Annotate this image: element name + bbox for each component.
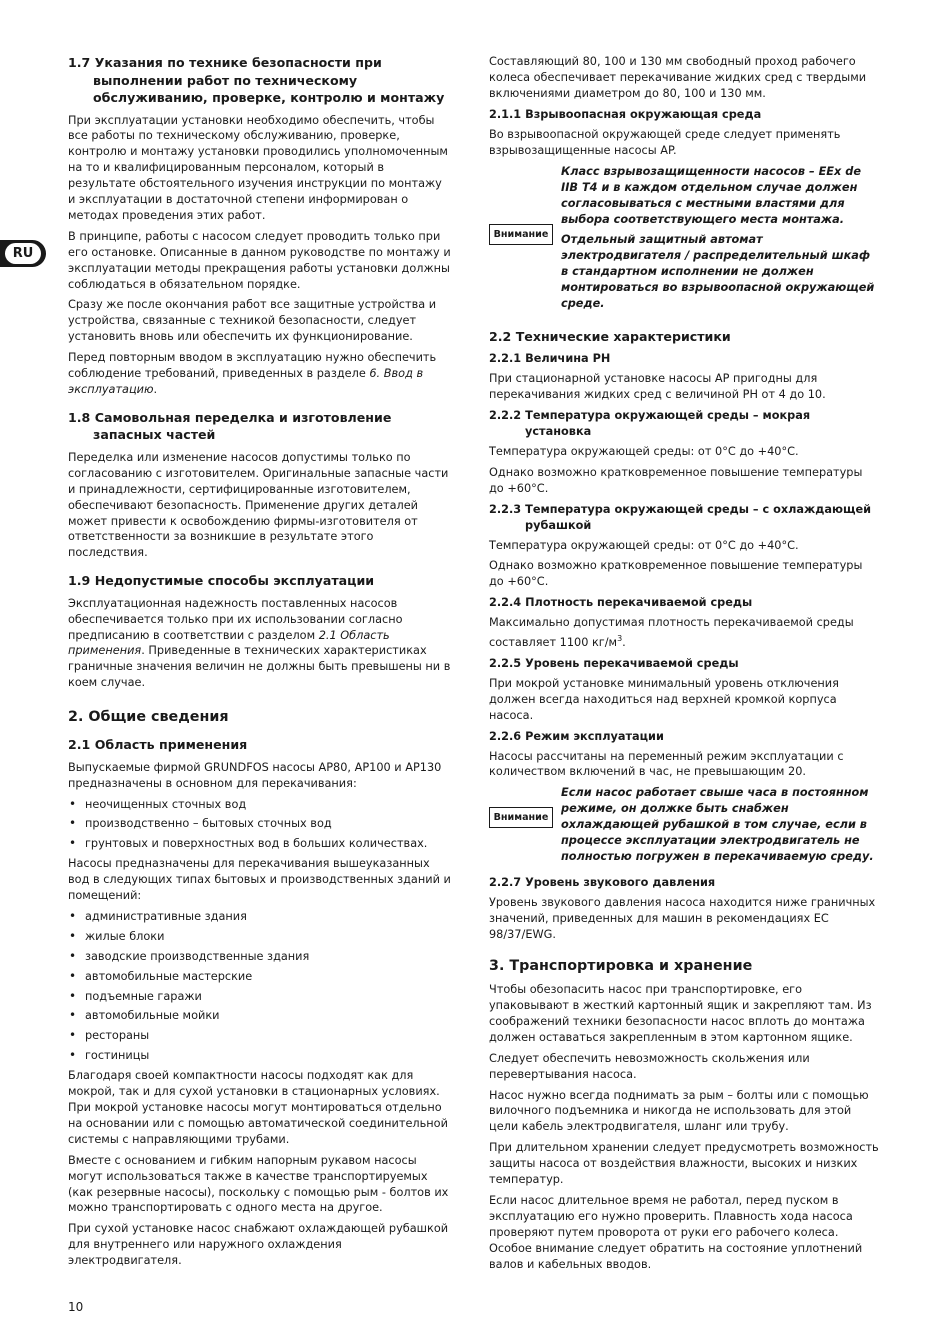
- subsection-heading-2-2-4: 2.2.4 Плотность перекачиваемой среды: [489, 596, 753, 610]
- bullet-list-building-types: [68, 909, 452, 1064]
- subsection-heading-2-2-2: 2.2.2 Температура окружающей среды – мокрая установка: [489, 408, 811, 438]
- paragraph: Однако возможно кратковременное повышение температуры до +60°C.: [489, 559, 863, 589]
- paragraph: Выпускаемые фирмой GRUNDFOS насосы AP80, AP100 и AP130 предназначены в основном для перекачивания:: [68, 760, 442, 790]
- section-reference: 2.1 Область применения: [68, 628, 390, 658]
- warning-label: Внимание: [489, 224, 553, 245]
- warning-text: Отдельный защитный автомат электродвигателя / распределительный шкаф в стандартном исполнении не должен монтироваться во взрывоопасной окружающей среде.: [561, 232, 875, 310]
- paragraph: Чтобы обезопасить насос при транспортировке, его упаковывают в жесткий картонный ящик и закрепляют там. Из соображений техники безопасности насос вплоть до монтажа должен оставаться закрепленным в этом картонном ящике.: [489, 983, 872, 1044]
- paragraph: Во взрывоопасной окружающей среде следует применять взрывозащищенные насосы AP.: [489, 127, 841, 157]
- warning-text: Если насос работает свыше часа в постоянном режиме, он должке быть снабжен охлаждающей рубашкой в том случае, если в процессе эксплуатации электродвигатель не полностью погружен в перекачиваемую среду.: [561, 786, 874, 864]
- paragraph: Эксплуатационная надежность поставленных насосов обеспечивается только при их использовании согласно предписанию в соответствии с разделом 2.1 Область применения. Приведенные в технических характеристиках граничные значения величин не должны быть превышены ни в коем случае.: [68, 596, 451, 690]
- paragraph: Насосы рассчитаны на переменный режим эксплуатации с количеством включений в час, не превышающим 20.: [489, 749, 844, 779]
- bullet-list-water-types: [68, 797, 452, 853]
- warning-box-explosion: [489, 164, 879, 312]
- subsection-heading-2-2-6: 2.2.6 Режим эксплуатации: [489, 729, 664, 743]
- section-heading-1-8: 1.8 Самовольная переделка и изготовление запасных частей: [68, 409, 392, 443]
- list-item: • автомобильные мастерские: [68, 969, 452, 985]
- section-heading-1-9: 1.9 Недопустимые способы эксплуатации: [68, 573, 375, 589]
- subsection-heading-2-1-1: 2.1.1 Взрывоопасная окружающая среда: [489, 107, 762, 121]
- subsection-heading-2-2-7: 2.2.7 Уровень звукового давления: [489, 876, 716, 890]
- language-badge: RU: [5, 243, 41, 264]
- section-heading-2-1: 2.1 Область применения: [68, 737, 248, 753]
- paragraph: Составляющий 80, 100 и 130 мм свободный проход рабочего колеса обеспечивает перекачивание жидких сред с твердыми включениями диаметром до 80, 100 и 130 мм.: [489, 55, 867, 100]
- chapter-heading-2: 2. Общие сведения: [68, 709, 229, 726]
- subsection-heading-2-2-1: 2.2.1 Величина PH: [489, 352, 611, 366]
- list-item: • рестораны: [68, 1028, 452, 1044]
- paragraph: Если насос длительное время не работал, перед пуском в эксплуатацию его нужно проверить. Плавность хода насоса проверяют путем проворота от руки его рабочего колеса. Особое внимание следует обратить на состояние уплотнений валов и кабельных вводов.: [489, 1193, 863, 1271]
- paragraph: Однако возможно кратковременное повышение температуры до +60°C.: [489, 465, 863, 495]
- right-column: [489, 54, 879, 1278]
- paragraph: Следует обеспечить невозможность скольжения или перевертывания насоса.: [489, 1051, 810, 1081]
- paragraph: В принципе, работы с насосом следует проводить только при его остановке. Описанные в данном руководстве по монтажу и эксплуатации методы прекращения работы установки должны соблюдаться в обязательном порядке.: [68, 229, 451, 291]
- subsection-heading-2-2-3: 2.2.3 Температура окружающей среды – с охлаждающей рубашкой: [489, 502, 872, 532]
- paragraph: При эксплуатации установки необходимо обеспечить, чтобы все работы по техническому обслуживанию, проверке, контролю и монтажу установки проводились уполномоченным на то и квалифицированным персоналом, который в результате обстоятельного изучения инструкции по монтажу и эксплуатации в достаточной степени информирован о методах проведения этих работ.: [68, 113, 448, 222]
- list-item: • подъемные гаражи: [68, 989, 452, 1005]
- left-column: [68, 54, 452, 1274]
- paragraph: Температура окружающей среды: от 0°C до +40°C.: [489, 538, 799, 552]
- paragraph: Перед повторным вводом в эксплуатацию нужно обеспечить соблюдение требований, приведенных в разделе 6. Ввод в эксплуатацию.: [68, 351, 437, 396]
- list-item: • жилые блоки: [68, 929, 452, 945]
- paragraph: Сразу же после окончания работ все защитные устройства и устройства, связанные с техникой безопасности, следует установить вновь или обеспечить их функционирование.: [68, 298, 437, 344]
- subsection-heading-2-2-5: 2.2.5 Уровень перекачиваемой среды: [489, 656, 739, 670]
- list-item: • производственно – бытовых сточных вод: [68, 816, 452, 832]
- paragraph: Вместе с основанием и гибким напорным рукавом насосы могут использоваться также в качестве транспортируемых (как резервные насосы), поскольку с помощью рым - болтов их можно транспортировать с одного места на другое.: [68, 1153, 449, 1215]
- chapter-heading-3: 3. Транспортировка и хранение: [489, 958, 753, 975]
- paragraph: Уровень звукового давления насоса находится ниже граничных значений, приведенных для машин в рекомендациях EC 98/37/EWG.: [489, 896, 876, 942]
- warning-box-cooling-jacket: [489, 785, 879, 865]
- list-item: • неочищенных сточных вод: [68, 797, 452, 813]
- section-reference: 6. Ввод в эксплуатацию: [68, 367, 424, 396]
- language-tab: [0, 240, 46, 267]
- paragraph: Насосы предназначены для перекачивания вышеуказанных вод в следующих типах бытовых и производственных зданий и помещений:: [68, 857, 451, 903]
- list-item: • грунтовых и поверхностных вод в больших количествах.: [68, 836, 452, 852]
- page-number: 10: [68, 1300, 84, 1314]
- paragraph: Благодаря своей компактности насосы подходят как для мокрой, так и для сухой установки в стационарных условиях. При мокрой установке насосы могут монтироваться отдельно на основании или с помощью автоматической соединительной системы с направляющими трубами.: [68, 1069, 448, 1146]
- section-heading-2-2: 2.2 Технические характеристики: [489, 328, 731, 344]
- paragraph: Температура окружающей среды: от 0°C до +40°C.: [489, 444, 799, 458]
- paragraph: Переделка или изменение насосов допустимы только по согласованию с изготовителем. Оригинальные запасные части и принадлежности, сертифицированные изготовителем, обеспечивают безопасность. Применение других деталей может привести к освобождению фирмы-изготовителя от ответственности за возникшие в результате этого последствия.: [68, 450, 449, 560]
- list-item: • административные здания: [68, 909, 452, 925]
- warning-label: Внимание: [489, 807, 553, 828]
- paragraph: Максимально допустимая плотность перекачиваемой среды составляет 1100 $кг/м^3$.: [489, 616, 854, 649]
- paragraph: При сухой установке насос снабжают охлаждающей рубашкой для внутреннего или наружного охлаждения электродвигателя.: [68, 1222, 449, 1268]
- paragraph: При стационарной установке насосы AP пригодны для перекачивания жидких сред с величиной PH от 4 до 10.: [489, 372, 826, 401]
- list-item: • заводские производственные здания: [68, 949, 452, 965]
- paragraph: При длительном хранении следует предусмотреть возможность защиты насоса от воздействия влажности, высоких и низких температур.: [489, 1141, 879, 1187]
- paragraph: При мокрой установке минимальный уровень отключения должен всегда находиться над верхней кромкой корпуса насоса.: [489, 676, 839, 722]
- warning-text: Класс взрывозащищенности насосов – EEx de IIB T4 и в каждом отдельном случае должен согласовываться с местными властями для выбора соответствующего места монтажа.: [561, 164, 861, 226]
- paragraph: Насос нужно всегда поднимать за рым – болты или с помощью вилочного подъемника и никогда не использовать для этой цели кабель электродвигателя, шланг или трубу.: [489, 1088, 869, 1134]
- list-item: • гостиницы: [68, 1048, 452, 1064]
- list-item: • автомобильные мойки: [68, 1008, 452, 1024]
- section-heading-1-7: 1.7 Указания по технике безопасности при выполнении работ по техническому обслуживанию, проверке, контролю и монтажу: [68, 55, 445, 105]
